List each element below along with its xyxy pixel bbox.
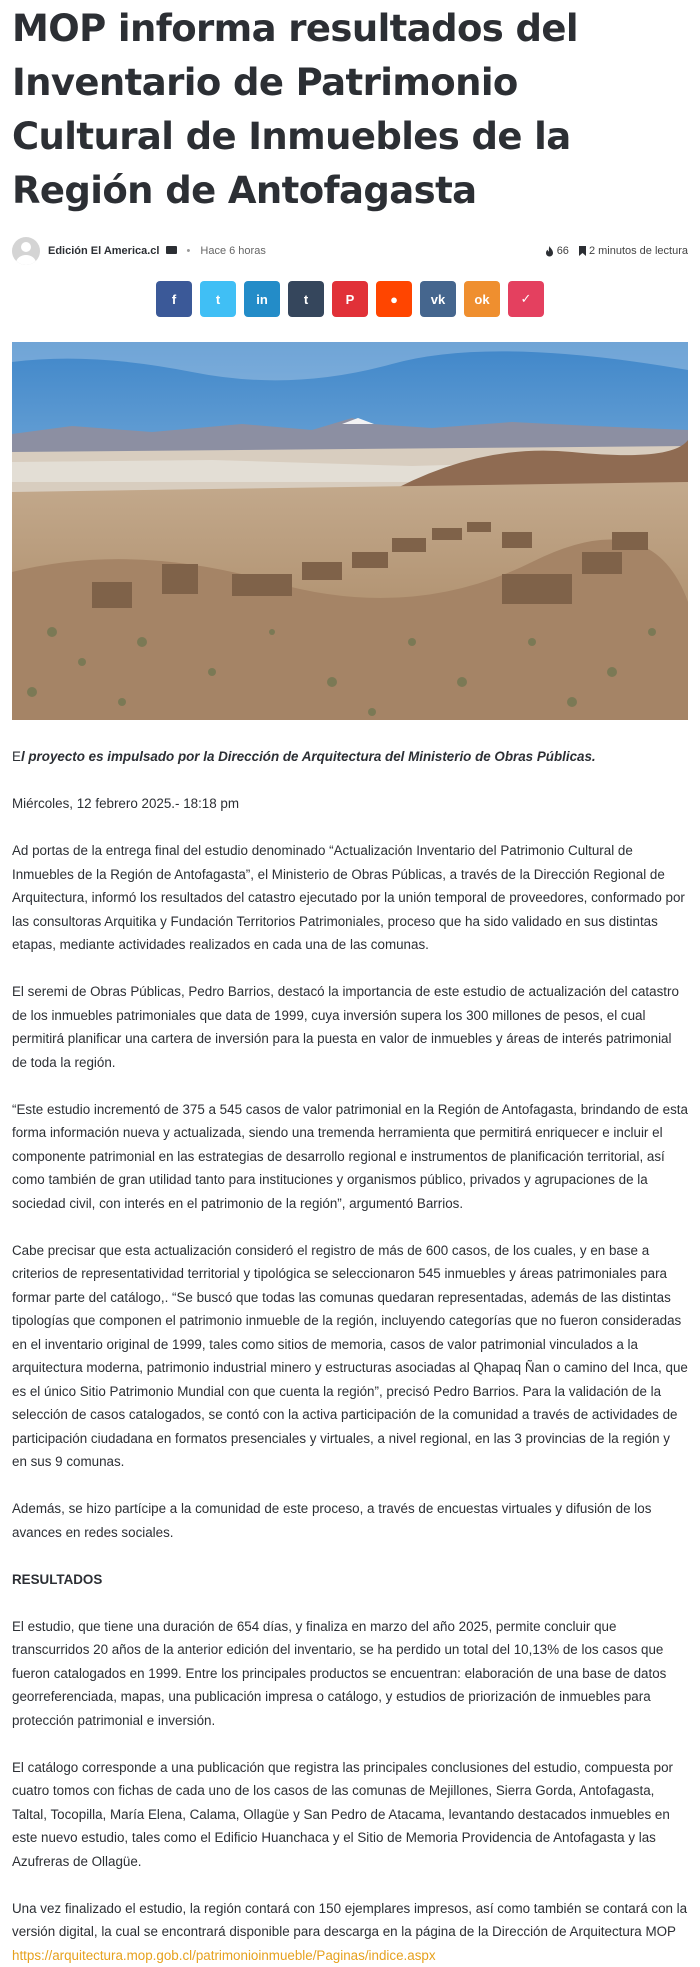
body-paragraph: Ad portas de la entrega final del estudio denominado “Actualización Inventario del Patrimonio Cultural de Inmuebles de la Región de Antofagasta”, el Ministerio de Obras Públicas, a través de la Dirección Regional de Arquitectura, informó los resultados del catastro ejecutado por la unión temporal de proveedores, conformado por las consultoras Arquitika y Fundación Territorios Patrimoniales, proceso que ha sido validado en sus distintas etapas, mediante actividades realizados en cada una de las comunas. [12,843,685,952]
body-paragraph: El seremi de Obras Públicas, Pedro Barrios, destacó la importancia de este estudio de actualización del catastro de los inmuebles patrimoniales que data de 1999, cuya inversión supera los 300 millones de pesos, el cual permitirá planificar una cartera de inversión para la puesta en valor de inmuebles y áreas de interés patrimonial de toda la región. [12,984,679,1070]
author-link[interactable] [48,245,177,257]
final-paragraph-text: Una vez finalizado el estudio, la región contará con 150 ejemplares impresos, así como también se contará con la versión digital, la cual se encontrará disponible para descarga en la página de la Dirección de Arquitectura MOP [12,1900,688,1939]
body-paragraph: Además, se hizo partícipe a la comunidad de este proceso, a través de encuestas virtuales y difusión de los avances en redes sociales. [12,1501,652,1540]
avatar[interactable] [12,237,40,265]
views-count [545,245,569,257]
hero-image [12,342,688,720]
share-pinterest-button[interactable] [332,281,368,317]
share-reddit-button[interactable] [376,281,412,317]
final-paragraph [12,1897,688,1967]
article-meta [12,236,688,266]
fire-icon [545,246,554,257]
body-paragraph: El estudio, que tiene una duración de 654 días, y finaliza en marzo del año 2025, permite concluir que transcurridos 20 años de la anterior edición del inventario, se ha perdido un total del 10,13% de los casos que fueron catalogados en 1999. Entre los principales productos se encuentran: elaboración de una base de datos georreferenciada, mapas, una publicación impresa o catálogo, y estudios de priorización de inmuebles para protección patrimonial e inversión. [12,1618,667,1728]
odnoklassniki-icon: ok [474,291,490,307]
article-title: MOP informa resultados del Inventario de Patrimonio Cultural de Inmuebles de la Región de Antofagasta [12,7,578,212]
mail-icon[interactable] [166,246,177,254]
share-linkedin-button[interactable] [244,281,280,317]
views-value: 66 [556,245,569,257]
tumblr-icon: t [303,291,309,307]
share-vk-button[interactable] [420,281,456,317]
share-pocket-button[interactable] [508,281,544,317]
share-twitter-button[interactable] [200,281,236,317]
catalog-download-link[interactable]: https://arquitectura.mop.gob.cl/patrimonioinmueble/Paginas/indice.aspx [12,1947,436,1963]
vk-icon: vk [430,291,446,307]
read-time-value: 2 minutos de lectura [588,245,688,257]
share-facebook-button[interactable] [156,281,192,317]
linkedin-icon: in [256,291,268,307]
date-line: Miércoles, 12 febrero 2025.- 18:18 pm [12,796,240,811]
facebook-icon: f [171,291,177,307]
share-tumblr-button[interactable] [288,281,324,317]
pinterest-icon: P [345,291,355,307]
author-name: Edición El America.cl [48,245,160,257]
twitter-icon: t [215,291,221,307]
author-block [12,237,266,265]
time-ago: Hace 6 horas [200,245,266,257]
section-title: RESULTADOS [12,1571,103,1587]
reddit-icon: ● [390,291,398,307]
body-paragraph: El catálogo corresponde a una publicación que registra las principales conclusiones del estudio, compuesta por cuatro tomos con fichas de cada uno de los casos de las comunas de Mejillones, Sierra Gorda, Antofagasta, Taltal, Tocopilla, María Elena, Calama, Ollagüe y San Pedro de Atacama, levantando destacados inmuebles en este nuevo estudio, tales como el Edificio Huanchaca y el Sitio de Memoria Providencia de Antofagasta y las Azufreras de Ollagüe. [12,1759,674,1869]
share-odnoklassniki-button[interactable] [464,281,500,317]
separator-dot: • [186,245,191,257]
body-paragraph: Cabe precisar que esta actualización consideró el registro de más de 600 casos, de los cuales, y en base a criterios de representatividad territorial y tipológica se seleccionaron 545 inmuebles y áreas patrimoniales para formar parte del catálogo,. “Se buscó que todas las comunas quedaran representadas, además de las distintas tipologías que componen el patrimonio inmueble de la región, incluyendo categorías que no fueron consideradas en el inventario original de 1999, tales como sitios de memoria, casos de valor patrimonial vinculados a la arquitectura moderna, patrimonio industrial minero y estructuras asociadas al Qhapaq Ñan o camino del Inca, que es el único Sitio Patrimonio Mundial con que cuenta la región”, precisó Pedro Barrios. Para la validación de la selección de casos catalogados, se contó con la activa participación de la comunidad a través de actividades de participación ciudadana en formatos presenciales y virtuales, a nivel regional, en las 3 provincias de la región y en sus 9 comunas. [12,1242,688,1469]
pocket-icon: ✓ [520,291,532,306]
article-stats [545,245,688,257]
body-paragraph: “Este estudio incrementó de 375 a 545 casos de valor patrimonial en la Región de Antofagasta, brindando de esta forma información nueva y actualizada, siendo una tremenda herramienta que permitirá enriquecer e incluir el componente patrimonial en las estrategias de desarrollo regional e instrumentos de planificación territorial, así como también de gran utilidad tanto para instituciones y organismos público, privados y agrupaciones de la sociedad civil, con interés en el patrimonio de la región”, argumentó Barrios. [12,1101,688,1211]
lead-paragraph [12,745,688,769]
article-body [12,745,688,1967]
lead-text: l proyecto es impulsado por la Dirección de Arquitectura del Ministerio de Obras Públicas. [20,749,596,764]
lead-first-letter: E [12,749,21,764]
share-buttons [12,281,688,319]
read-time [579,245,688,257]
bookmark-icon [579,246,586,256]
